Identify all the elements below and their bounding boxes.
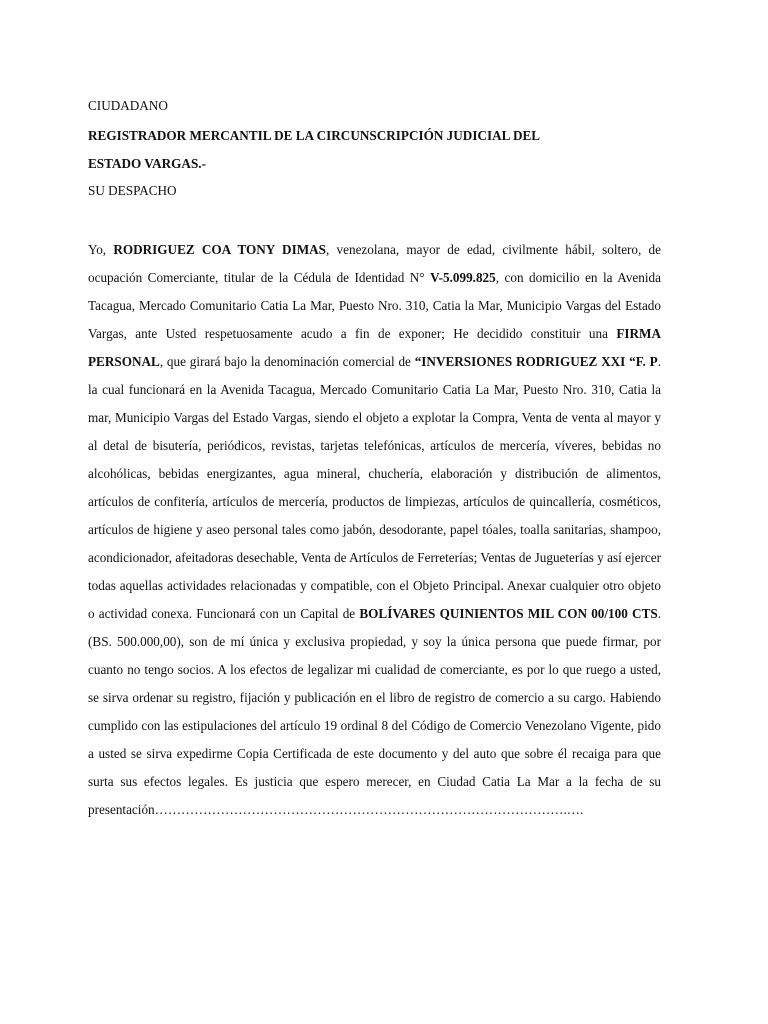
text-segment: . la cual funcionará en la Avenida Tacagua, Mercado Comunitario Catia La Mar, Puesto Nro. 310, Catia la mar, Municipio Vargas del Estado Vargas, siendo el objeto a explotar la Compra, Venta de venta al mayor y al detal de bisutería, periódicos, revistas, tarjetas telefónicas, artículos de mercería, víveres, bebidas no alcohólicas, bebidas energizantes, agua mineral, chuchería, elaboración y distribución de alimentos, artículos de confitería, artículos de mercería, productos de limpiezas, artículos de quincallería, cosméticos, artículos de higiene y aseo personal tales como jabón, desodorante, papel tóales, toalla sanitarias, shampoo, acondicionador, afeitadoras desechable, Venta de Artículos de Ferreterías; Ventas de Jugueterías y así ejercer todas aquellas actividades relacionadas y compatible, con el Objeto Principal. Anexar cualquier otro objeto o actividad conexa. Funcionará con un Capital de — [88, 354, 661, 621]
text-segment: , que girará bajo la denominación comercial de — [159, 354, 415, 369]
applicant-name: RODRIGUEZ COA TONY DIMAS — [113, 242, 327, 257]
addressee-state: ESTADO VARGAS.- — [88, 156, 206, 171]
dot-leader: ………………………………………………………………………………….…. — [154, 802, 584, 817]
text-segment: Yo, — [88, 242, 114, 257]
trade-name: “INVERSIONES RODRIGUEZ XXI “F. P — [414, 354, 658, 369]
addressee-title: CIUDADANO — [88, 98, 168, 113]
firma-personal: FIRMA PERSONAL — [88, 326, 661, 369]
addressee-despacho: SU DESPACHO — [88, 183, 177, 198]
cedula-number: V-5.099.825 — [430, 270, 496, 285]
addressee-office: REGISTRADOR MERCANTIL DE LA CIRCUNSCRIPCIÓN JUDICIAL DEL — [88, 128, 541, 143]
text-segment: . (BS. 500.000,00), son de mí única y exclusiva propiedad, y soy la única persona que puede firmar, por cuanto no tengo socios. A los efectos de legalizar mi cualidad de comerciante, es por lo que ruego a usted, se sirva ordenar su registro, fijación y publicación en el libro de registro de comercio a su cargo. Habiendo cumplido con las estipulaciones del artículo 19 ordinal 8 del Código de Comercio Venezolano Vigente, pido a usted se sirva expedirme Copia Certificada de este documento y del auto que sobre él recaiga para que surta sus efectos legales. Es justicia que espero merecer, en Ciudad Catia La Mar a la fecha de su presentación — [88, 606, 661, 817]
text-segment: , venezolana, mayor de edad, civilmente hábil, soltero, de ocupación Comerciante, titular de la Cédula de Identidad N° — [88, 242, 661, 285]
capital-amount: BOLÍVARES QUINIENTOS MIL CON 00/100 CTS — [359, 606, 658, 621]
text-segment: , con domicilio en la Avenida Tacagua, Mercado Comunitario Catia La Mar, Puesto Nro. 310, Catia la Mar, Municipio Vargas del Estado Vargas, ante Usted respetuosamente acudo a fin de exponer; He decidido constituir una — [88, 270, 661, 341]
petition-paragraph — [88, 236, 661, 824]
